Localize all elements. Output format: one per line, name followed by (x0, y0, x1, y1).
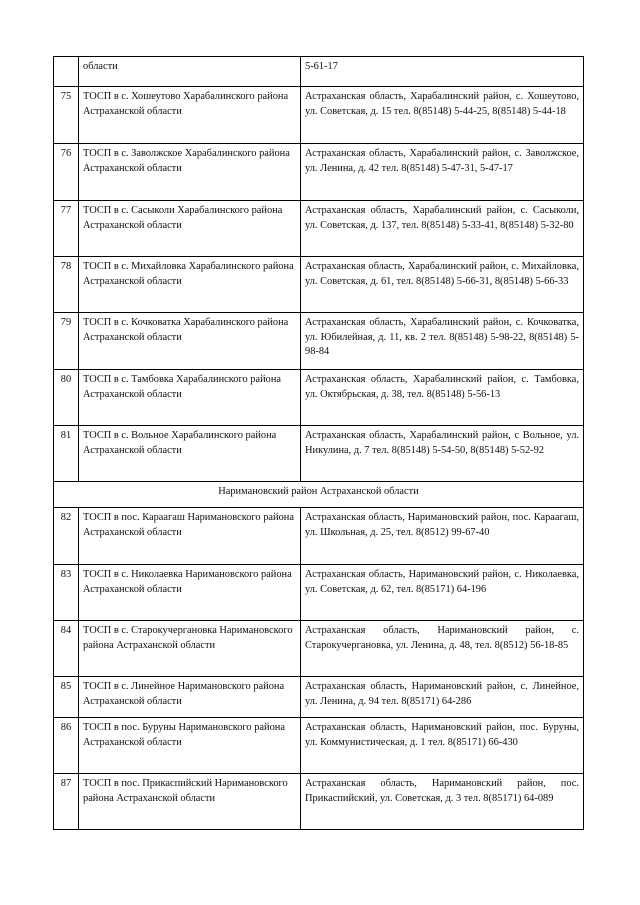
office-address: Астраханская область, Наримановский район, пос. Караагаш, ул. Школьная, д. 25, тел. 8(8512) 99-67-40 (301, 508, 584, 565)
office-name: ТОСП в с. Линейное Наримановского района Астраханской области (79, 677, 301, 718)
row-number: 79 (54, 313, 79, 370)
office-name: ТОСП в пос. Караагаш Наримановского района Астраханской области (79, 508, 301, 565)
office-address: Астраханская область, Харабалинский район, с. Тамбовка, ул. Октябрьская, д. 38, тел. 8(85148) 5-56-13 (301, 370, 584, 426)
office-address: Астраханская область, Наримановский район, пос. Буруны, ул. Коммунистическая, д. 1 тел. 8(85171) 66-430 (301, 718, 584, 774)
section-header: Наримановский район Астраханской области (54, 482, 584, 508)
office-name: ТОСП в с. Сасыколи Харабалинского района Астраханской области (79, 201, 301, 257)
section-header-row (54, 482, 584, 508)
office-address: Астраханская область, Харабалинский район, с. Кочковатка, ул. Юбилейная, д. 11, кв. 2 тел. 8(85148) 5-98-22, 8(85148) 5-98-84 (301, 313, 584, 370)
table-row (54, 426, 584, 482)
row-number: 78 (54, 257, 79, 313)
row-number: 85 (54, 677, 79, 718)
table-row (54, 774, 584, 830)
office-address: Астраханская область, Наримановский район, с. Линейное, ул. Ленина, д. 94 тел. 8(85171) 64-286 (301, 677, 584, 718)
table-row (54, 621, 584, 677)
office-name: ТОСП в с. Хошеутово Харабалинского района Астраханской области (79, 87, 301, 144)
table-row (54, 718, 584, 774)
office-address: Астраханская область, Наримановский район, пос. Прикаспийский, ул. Советская, д. 3 тел. 8(85171) 64-089 (301, 774, 584, 830)
row-number: 87 (54, 774, 79, 830)
office-name: ТОСП в с. Заволжское Харабалинского района Астраханской области (79, 144, 301, 201)
row-number: 76 (54, 144, 79, 201)
table-row (54, 370, 584, 426)
row-number: 86 (54, 718, 79, 774)
office-address: Астраханская область, Харабалинский район, с. Заволжское, ул. Ленина, д. 42 тел. 8(85148) 5-47-31, 5-47-17 (301, 144, 584, 201)
table-row (54, 257, 584, 313)
office-address: Астраханская область, Наримановский район, с. Старокучергановка, ул. Ленина, д. 48, тел. 8(8512) 56-18-85 (301, 621, 584, 677)
office-name: ТОСП в с. Кочковатка Харабалинского района Астраханской области (79, 313, 301, 370)
row-number (54, 57, 79, 87)
row-number: 81 (54, 426, 79, 482)
row-number: 82 (54, 508, 79, 565)
offices-table (53, 56, 584, 830)
table-row (54, 87, 584, 144)
table-row (54, 201, 584, 257)
office-name: ТОСП в с. Михайловка Харабалинского района Астраханской области (79, 257, 301, 313)
row-number: 80 (54, 370, 79, 426)
table-row (54, 508, 584, 565)
office-address: Астраханская область, Харабалинский район, с Вольное, ул. Никулина, д. 7 тел. 8(85148) 5-54-50, 8(85148) 5-52-92 (301, 426, 584, 482)
office-name: ТОСП в с. Николаевка Наримановского района Астраханской области (79, 565, 301, 621)
office-address: Астраханская область, Харабалинский район, с. Хошеутово, ул. Советская, д. 15 тел. 8(85148) 5-44-25, 8(85148) 5-44-18 (301, 87, 584, 144)
row-number: 83 (54, 565, 79, 621)
table-row (54, 144, 584, 201)
office-name: ТОСП в с. Старокучергановка Наримановского района Астраханской области (79, 621, 301, 677)
office-name: ТОСП в с. Тамбовка Харабалинского района Астраханской области (79, 370, 301, 426)
table-row (54, 677, 584, 718)
office-name: ТОСП в с. Вольное Харабалинского района Астраханской области (79, 426, 301, 482)
table-row (54, 565, 584, 621)
office-name: ТОСП в пос. Буруны Наримановского района Астраханской области (79, 718, 301, 774)
office-address: Астраханская область, Харабалинский район, с. Сасыколи, ул. Советская, д. 137, тел. 8(85148) 5-33-41, 8(85148) 5-32-80 (301, 201, 584, 257)
row-number: 77 (54, 201, 79, 257)
row-number: 75 (54, 87, 79, 144)
table-row (54, 313, 584, 370)
office-name: области (79, 57, 301, 87)
row-number: 84 (54, 621, 79, 677)
office-name: ТОСП в пос. Прикаспийский Наримановского района Астраханской области (79, 774, 301, 830)
office-address: Астраханская область, Харабалинский район, с. Михайловка, ул. Советская, д. 61, тел. 8(85148) 5-66-31, 8(85148) 5-66-33 (301, 257, 584, 313)
office-address: 5-61-17 (301, 57, 584, 87)
table-row (54, 57, 584, 87)
office-address: Астраханская область, Наримановский район, с. Николаевка, ул. Советская, д. 62, тел. 8(85171) 64-196 (301, 565, 584, 621)
